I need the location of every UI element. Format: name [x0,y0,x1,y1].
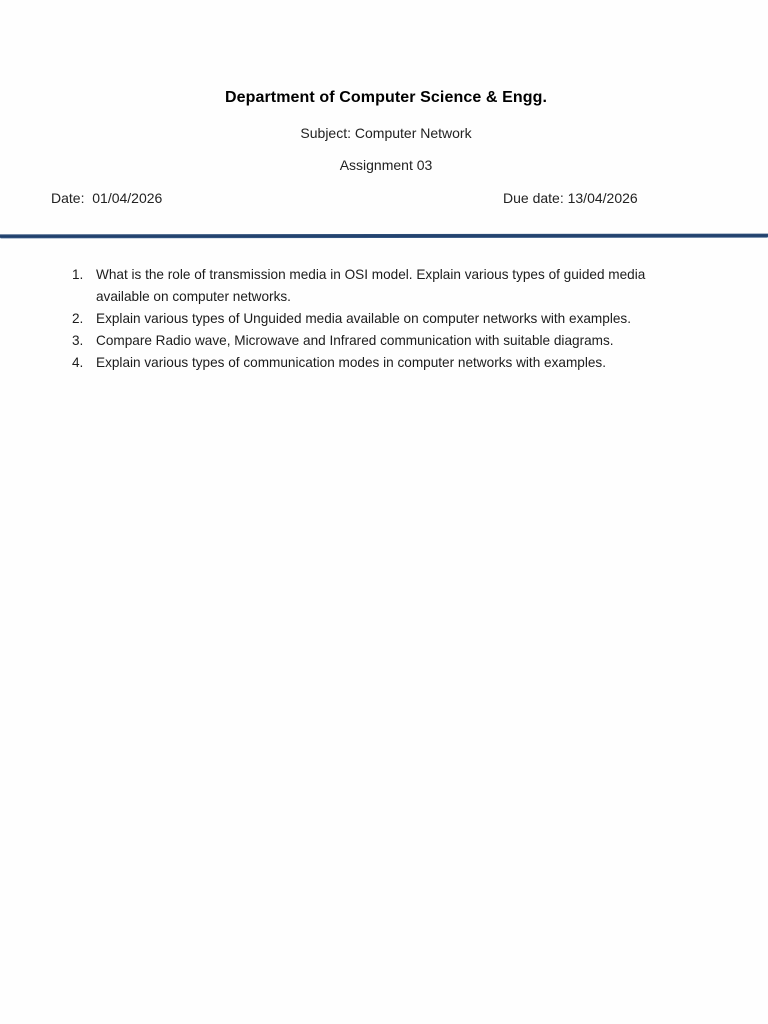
assignment-title: Assignment 03 [339,157,433,173]
question-list [72,264,702,374]
subject-line [0,125,768,141]
question-text: Compare Radio wave, Microwave and Infrared communication with suitable diagrams. [96,333,614,348]
question-text: Explain various types of Unguided media available on computer networks with examples. [96,311,631,326]
subject-label: Subject: [300,125,351,141]
question-number: 1. [72,267,84,282]
department-title: Department of Computer Science & Engg. [224,89,548,106]
issue-date [51,190,162,206]
subject-value: Computer Network [354,125,472,141]
question-number: 4. [72,355,84,370]
due-date-value: 13/04/2026 [567,190,638,206]
question-number: 3. [72,333,84,348]
question-item [72,330,702,352]
question-number: 2. [72,311,84,326]
header-divider [0,234,768,239]
question-item [72,264,702,308]
question-item [72,352,702,374]
date-label: Date: [51,190,85,206]
question-text: Explain various types of communication modes in computer networks with examples. [96,355,606,370]
date-value: 01/04/2026 [92,190,163,206]
due-date [503,190,638,206]
question-text: What is the role of transmission media in OSI model. Explain various types of guided media available on computer networks. [96,267,646,304]
question-item [72,308,702,330]
due-date-label: Due date: [503,190,564,206]
